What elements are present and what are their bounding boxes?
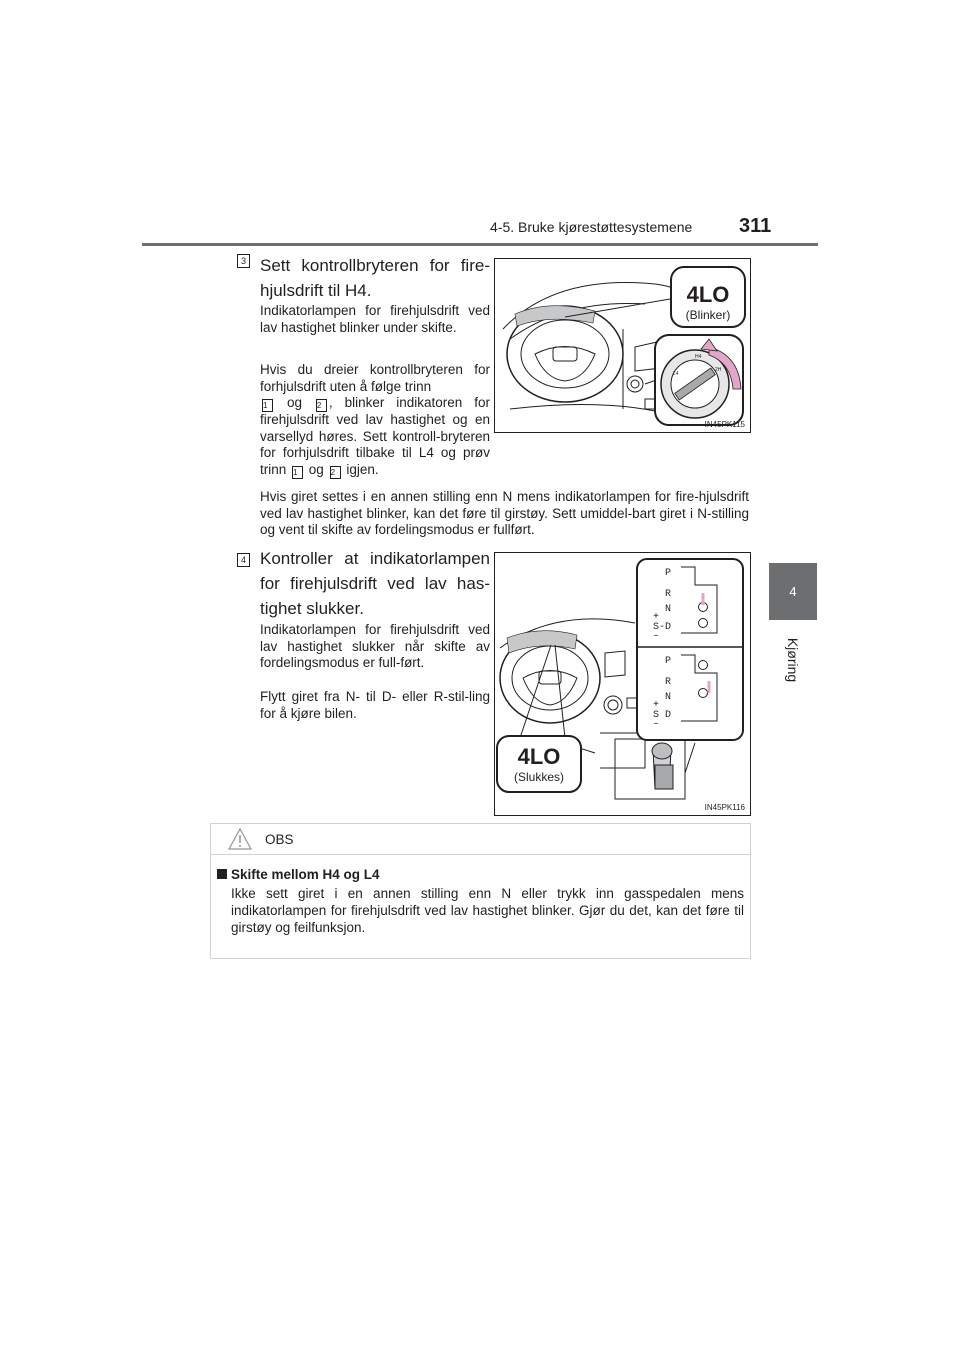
figure-4wd-switch (494, 258, 751, 433)
step-3-paragraph-1: Indikatorlampen for firehjulsdrift ved lav hastighet blinker under skifte. (260, 303, 490, 335)
page-number: 311 (739, 215, 772, 237)
dial-label-2h: 2H (715, 367, 722, 373)
caution-title: OBS (265, 832, 294, 847)
step-3-title: Sett kontrollbryteren for fire-hjulsdrift til H4. (260, 256, 490, 300)
step-4-number: 4 (237, 553, 250, 567)
step-3-paragraph-2: Hvis du dreier kontrollbryteren for forhjulsdrift uten å følge trinn 1 og 2 , blinker indikatoren for firehjulsdrift ved lav hastighet og en varsellyd høres. Sett kontroll-bryteren for forhjulsdrift tilbake til L4 og prøv trinn 1 og 2 igjen. (260, 362, 490, 477)
callout-4lo-off: 4LO (517, 744, 561, 769)
gate2-minus: – (653, 719, 660, 730)
section-title: 4-5. Bruke kjørestøttesystemene (490, 219, 693, 235)
caution-body: Ikke sett giret i en annen stilling enn N eller trykk inn gasspedalen mens indikatorlampen for firehjulsdrift ved lav hastighet blinker. Gjør du det, kan det føre til girstøy og feilfunksjon. (231, 886, 744, 935)
step-4-paragraph-1: Indikatorlampen for firehjulsdrift ved lav hastighet slukker når skifte av fordelingsmodus er full-ført. (260, 622, 490, 670)
step-4-title: Kontroller at indikatorlampen for firehjulsdrift ved lav has-tighet slukker. (260, 549, 490, 618)
warning-icon (227, 827, 253, 851)
callout-blinker-label: (Blinker) (685, 308, 731, 322)
step-3-number: 3 (237, 254, 250, 268)
figure-code-2: IN45PK116 (704, 803, 745, 812)
figure-code: IN45PK115 (704, 420, 745, 429)
callout-4lo-blinking: 4LO (686, 282, 730, 307)
gate1-p: P (665, 568, 672, 579)
gate1-n: N (665, 604, 672, 615)
gate2-p: P (665, 656, 672, 667)
callout-slukkes-label: (Slukkes) (513, 770, 565, 784)
step-ref-1: 1 (262, 399, 273, 412)
caution-header (211, 824, 750, 855)
gate1-sd: S-D (653, 622, 672, 633)
dashboard-switch-illustration (495, 259, 750, 432)
step-3-note: Hvis giret settes i en annen stilling enn N mens indikatorlampen for fire-hjulsdrift ved lav hastighet blinker, kan det føre til girstøy. Sett umiddel-bart giret i N-stilling og vent til skifte av fordelingsmodus er fullført. (260, 489, 749, 537)
dial-label-l4: L4 (673, 371, 679, 377)
gate2-r: R (665, 677, 672, 688)
figure-gear-selector (494, 552, 751, 816)
dial-label-h4: H4 (695, 354, 702, 360)
gate1-plus: + (653, 612, 660, 623)
bullet-square-icon (217, 869, 227, 879)
step-ref-1b: 1 (292, 466, 303, 479)
caution-box (210, 823, 751, 959)
step-4-paragraph-2: Flytt giret fra N- til D- eller R-stil-ling for å kjøre bilen. (260, 689, 490, 721)
gate2-plus: + (653, 700, 660, 711)
gate1-r: R (665, 589, 672, 600)
step-ref-2: 2 (316, 399, 327, 412)
chapter-tab[interactable]: 4 (769, 563, 817, 620)
caution-subheading: Skifte mellom H4 og L4 (217, 867, 380, 882)
step-ref-2b: 2 (330, 466, 341, 479)
gate1-minus: – (653, 631, 660, 642)
gate2-sd: S D (653, 710, 672, 721)
header-divider (142, 243, 818, 246)
chapter-label: Kjøring (785, 637, 801, 683)
gate2-n: N (665, 692, 672, 703)
gear-selector-illustration (495, 553, 750, 815)
